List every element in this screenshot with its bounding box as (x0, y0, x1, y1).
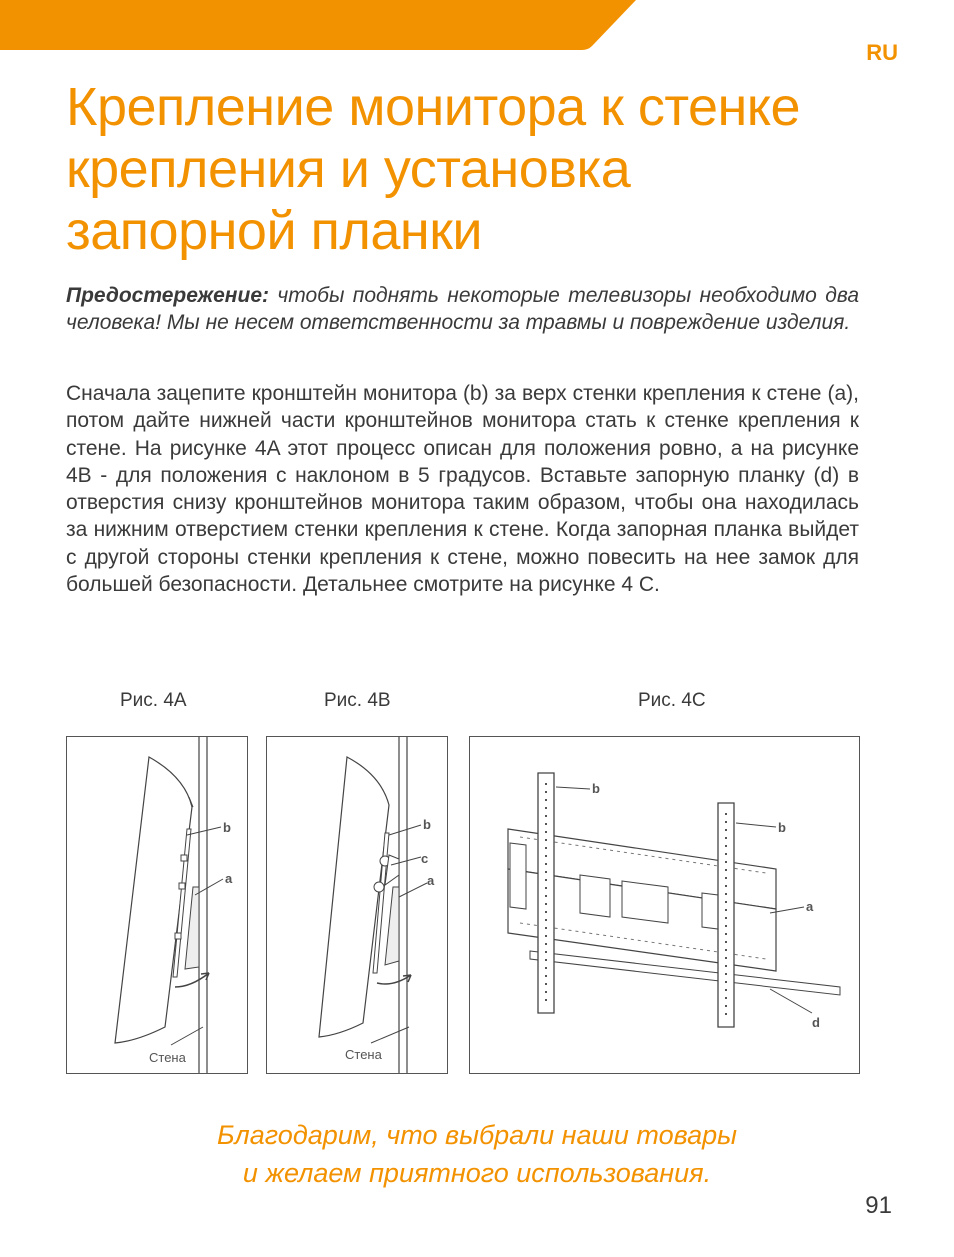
figure-4a (66, 736, 248, 1074)
title-line-1: Крепление монитора к стенке (66, 77, 801, 137)
figure-4a-label-b: b (223, 820, 231, 835)
figure-4b-label-b: b (423, 817, 431, 832)
thanks-line-2: и желаем приятного использования. (242, 1158, 712, 1188)
caption-fig-4c: Рис. 4C (638, 690, 706, 711)
language-badge: RU (866, 40, 898, 65)
title-line-2: крепления и установка (66, 139, 631, 199)
title-line-3: запорной планки (66, 201, 483, 261)
figure-4c (469, 736, 860, 1074)
figure-4b (266, 736, 448, 1074)
figure-4b-wall-label: Стена (345, 1047, 382, 1062)
thanks-line-1: Благодарим, что выбрали наши товары (216, 1120, 738, 1150)
caption-fig-4a: Рис. 4A (120, 690, 187, 711)
figure-4b-drawing (267, 737, 447, 1073)
figure-4b-label-c: c (421, 851, 429, 866)
header-band (0, 0, 954, 50)
warning-label: Предостережение: (66, 284, 269, 307)
figure-4a-wall-label: Стена (149, 1050, 186, 1065)
figure-4c-label-b-left: b (592, 781, 600, 796)
figure-4b-label-a: a (427, 873, 435, 888)
instructions-paragraph: Сначала зацепите кронштейн монитора (b) за верх стенки крепления к стене (a), потом дайте нижней части кронштейнов монитора стать к стенке крепления к стене. На рисунке 4A этот процесс описан для положения ровно, а на рисунке 4B - для положения с наклоном в 5 градусов. Вставьте запорную планку (d) в отверстия снизу кронштейнов монитора таким образом, чтобы она находилась за нижним отверстием стенки крепления к стене. Когда запорная планка выйдет с другой стороны стенки крепления к стене, можно повесить на нее замок для большей безопасности. Детальнее смотрите на рисунке 4 C. (66, 382, 859, 597)
figure-4c-drawing (470, 737, 859, 1073)
figure-4c-label-d: d (812, 1015, 820, 1030)
warning-paragraph (66, 282, 859, 336)
caption-fig-4b: Рис. 4B (324, 690, 391, 711)
figure-4c-label-b-right: b (778, 820, 786, 835)
figure-4a-drawing (67, 737, 247, 1073)
page-title (66, 76, 886, 262)
page-number: 91 (865, 1192, 892, 1219)
figure-4a-label-a: a (225, 871, 233, 886)
warning-text: чтобы поднять некоторые телевизоры необходимо два человека! Мы не несем ответственности за травмы и повреждение изделия. (66, 284, 859, 334)
figure-4c-label-a: a (806, 899, 814, 914)
